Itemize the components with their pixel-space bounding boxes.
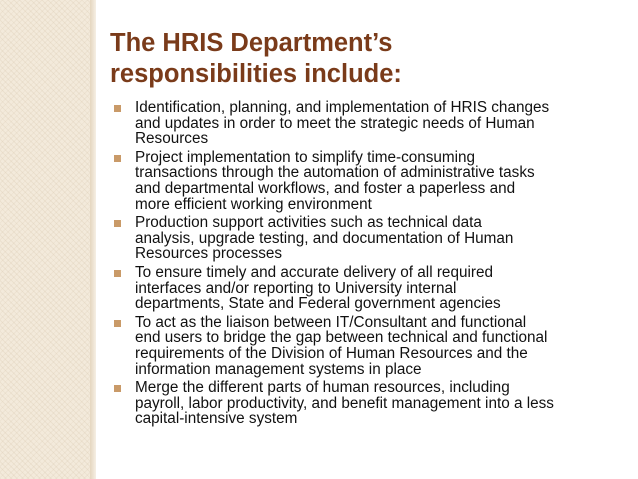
square-bullet-icon xyxy=(114,385,121,392)
bullet-line: transactions through the automation of administrative tasks xyxy=(135,164,535,182)
square-bullet-icon xyxy=(114,270,121,277)
title-line: responsibilities include: xyxy=(110,60,402,88)
bullet-line: analysis, upgrade testing, and documentation of Human xyxy=(135,229,514,247)
bullet-item xyxy=(110,380,630,427)
slide-title xyxy=(110,28,620,90)
square-bullet-icon xyxy=(114,155,121,162)
bullet-line: Resources processes xyxy=(135,245,283,263)
bullet-line: To ensure timely and accurate delivery of all required xyxy=(135,263,493,281)
bullet-line: capital-intensive system xyxy=(135,410,298,428)
bullet-line: requirements of the Division of Human Resources and the xyxy=(135,344,528,362)
bullet-line: end users to bridge the gap between technical and functional xyxy=(135,329,548,347)
bullet-item xyxy=(110,100,630,147)
bullet-line: payroll, labor productivity, and benefit management into a less xyxy=(135,394,554,412)
bullet-item xyxy=(110,315,630,377)
decorative-side-band xyxy=(0,0,90,479)
bullet-line: Production support activities such as technical data xyxy=(135,214,482,232)
bullet-text xyxy=(135,150,630,212)
bullet-line: and departmental workflows, and foster a paperless and xyxy=(135,179,516,197)
bullet-text xyxy=(135,265,630,312)
bullet-text xyxy=(135,215,630,262)
bullet-item xyxy=(110,215,630,262)
bullet-line: more efficient working environment xyxy=(135,195,372,213)
bullet-list xyxy=(110,100,630,430)
square-bullet-icon xyxy=(114,105,121,112)
bullet-text xyxy=(135,100,630,147)
bullet-line: departments, State and Federal government agencies xyxy=(135,295,501,313)
bullet-text xyxy=(135,380,630,427)
bullet-line: To act as the liaison between IT/Consultant and functional xyxy=(135,313,527,331)
bullet-line: interfaces and/or reporting to University internal xyxy=(135,279,457,297)
side-band-edge xyxy=(90,0,96,479)
bullet-text xyxy=(135,315,630,377)
bullet-line: Identification, planning, and implementation of HRIS changes xyxy=(135,99,550,116)
bullet-line: Resources xyxy=(135,130,209,148)
bullet-item xyxy=(110,150,630,212)
bullet-line: Merge the different parts of human resources, including xyxy=(135,379,510,397)
bullet-line: and updates in order to meet the strategic needs of Human xyxy=(135,114,535,132)
square-bullet-icon xyxy=(114,320,121,327)
bullet-item xyxy=(110,265,630,312)
square-bullet-icon xyxy=(114,220,121,227)
title-line: The HRIS Department’s xyxy=(110,29,393,57)
bullet-line: Project implementation to simplify time-consuming xyxy=(135,148,476,166)
bullet-line: information management systems in place xyxy=(135,360,422,378)
